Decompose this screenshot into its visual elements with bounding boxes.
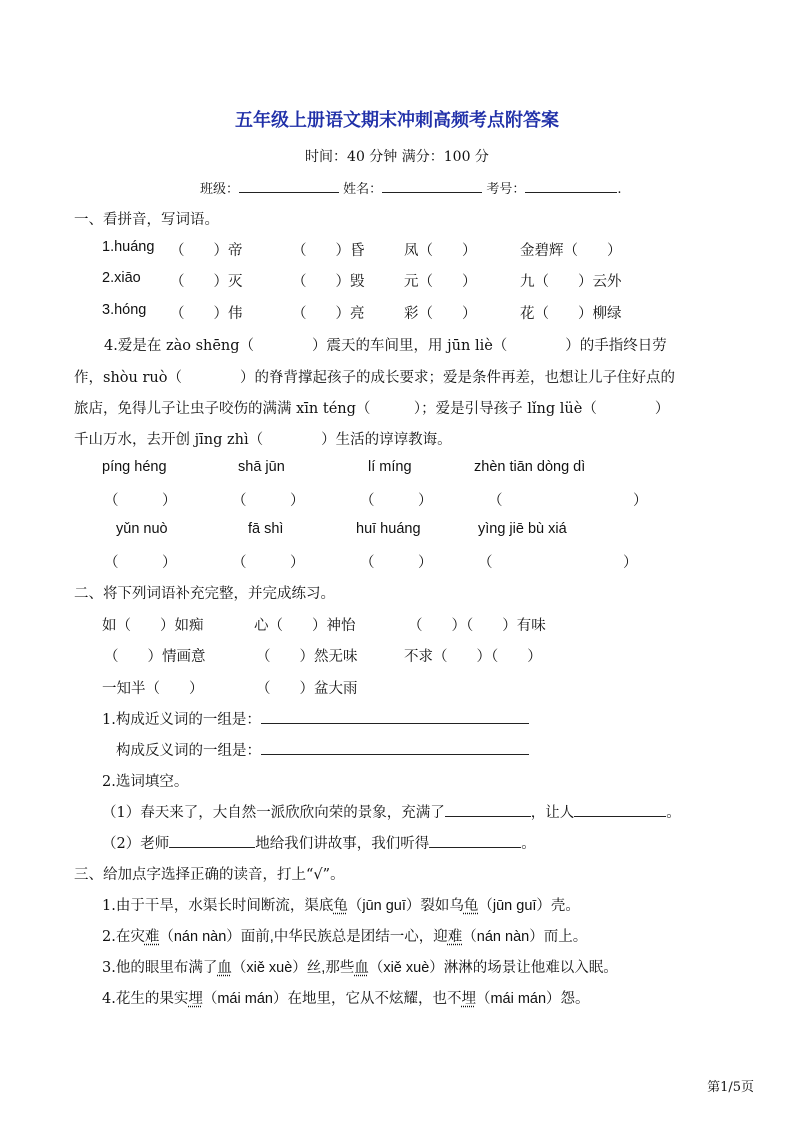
dotted-char: 埋 <box>461 991 476 1007</box>
paragraph-line: 4.爱是在 zào shēng（ ）震天的车间里，用 jūn liè（ ）的手指终日劳 <box>104 338 667 354</box>
reading-choice[interactable]: （xiě xuè）丝,那些 <box>231 960 355 976</box>
blank-item[interactable]: 花（ ）柳绿 <box>520 306 622 322</box>
blank-item[interactable]: （ ）伟 <box>170 306 243 322</box>
blank-item[interactable]: 彩（ ） <box>404 306 477 322</box>
dotted-char: 血 <box>354 960 369 976</box>
idiom-blank[interactable]: 一知半（ ） <box>102 681 204 697</box>
pinyin-label: 2.xiāo <box>102 270 141 286</box>
reading-choice[interactable]: （nán nàn）而上。 <box>462 929 588 945</box>
reading-choice[interactable]: （jūn guī）壳。 <box>478 898 580 914</box>
idiom-blank[interactable]: 不求（ ）（ ） <box>404 649 542 665</box>
reading-q1: 1.由于干旱，水渠长时间断流，渠底龟（jūn guī）裂如乌龟（jūn guī）壳。 <box>102 898 580 914</box>
reading-choice[interactable]: （mái mán）在地里，它从不炫耀，也不 <box>202 991 462 1007</box>
paragraph-line: 旅店，免得儿子让虫子咬伤的满满 xīn téng（ ）；爱是引导孩子 lǐng lüè（ ） <box>74 401 670 417</box>
pinyin-word: yìng jiē bù xiá <box>478 521 567 537</box>
idiom-blank[interactable]: 心（ ）神怡 <box>254 618 356 634</box>
idiom-blank[interactable]: （ ）盆大雨 <box>256 681 358 697</box>
answer-line[interactable] <box>445 802 531 817</box>
student-info: 班级： 姓名： 考号： . <box>200 182 622 197</box>
blank-item[interactable]: 凤（ ） <box>404 243 477 259</box>
reading-q4: 4.花生的果实埋（mái mán）在地里，它从不炫耀，也不埋（mái mán）怨。 <box>102 991 590 1007</box>
pinyin-word: huī huáng <box>356 521 421 537</box>
dotted-char: 龟 <box>463 898 479 914</box>
dotted-char: 埋 <box>188 991 203 1007</box>
paragraph-line: 作，shòu ruò（ ）的脊背撑起孩子的成长要求；爱是条件再差，也想让儿子住好点的 <box>74 370 675 386</box>
blank-item[interactable]: （ ）亮 <box>292 306 365 322</box>
section-3-heading: 三、给加点字选择正确的读音，打上“√”。 <box>74 867 345 883</box>
answer-blank[interactable]: （ ） <box>360 493 433 509</box>
section-1-heading: 一、看拼音，写词语。 <box>74 212 219 228</box>
page-title: 五年级上册语文期末冲刺高频考点附答案 <box>235 110 559 131</box>
pinyin-word: zhèn tiān dòng dì <box>474 459 586 475</box>
answer-blank[interactable]: （ ） <box>232 493 305 509</box>
q1-synonym: 1.构成近义词的一组是： <box>102 708 529 729</box>
idiom-blank[interactable]: （ ）情画意 <box>104 649 206 665</box>
blank-item[interactable]: （ ）灭 <box>170 274 243 290</box>
dotted-char: 龟 <box>333 898 348 914</box>
section-2-heading: 二、将下列词语补充完整，并完成练习。 <box>74 586 335 602</box>
answer-line[interactable] <box>574 802 666 817</box>
paragraph-line: 千山万水，去开创 jīng zhì（ ）生活的谆谆教诲。 <box>74 432 452 448</box>
q2-heading: 2.选词填空。 <box>102 774 189 790</box>
answer-blank[interactable]: （ ） <box>104 493 177 509</box>
q2-item-2: （2）老师 地给我们讲故事，我们听得 。 <box>102 832 536 853</box>
reading-choice[interactable]: （nán nàn）面前,中华民族总是团结一心，迎 <box>159 929 448 945</box>
reading-choice[interactable]: （xiě xuè）淋淋的场景让他难以入眠。 <box>368 960 618 976</box>
reading-q3: 3.他的眼里布满了血（xiě xuè）丝,那些血（xiě xuè）淋淋的场景让他难以入眠。 <box>102 960 618 976</box>
blank-item[interactable]: 九（ ）云外 <box>520 274 622 290</box>
answer-line[interactable] <box>261 709 529 724</box>
class-blank[interactable] <box>239 180 339 193</box>
idiom-blank[interactable]: （ ）然无味 <box>256 649 358 665</box>
pinyin-label: 3.hóng <box>102 302 147 318</box>
dotted-char: 难 <box>447 929 463 945</box>
blank-item[interactable]: 金碧辉（ ） <box>520 243 622 259</box>
blank-item[interactable]: 元（ ） <box>404 274 477 290</box>
name-blank[interactable] <box>382 180 482 193</box>
answer-line[interactable] <box>429 833 521 848</box>
reading-q2: 2.在灾难（nán nàn）面前,中华民族总是团结一心，迎难（nán nàn）而上。 <box>102 929 588 945</box>
pinyin-word: yǔn nuò <box>116 521 168 537</box>
answer-line[interactable] <box>169 833 255 848</box>
pinyin-label: 1.huáng <box>102 239 155 255</box>
blank-item[interactable]: （ ）毁 <box>292 274 365 290</box>
reading-choice[interactable]: （mái mán）怨。 <box>475 991 590 1007</box>
blank-item[interactable]: （ ）昏 <box>292 243 365 259</box>
pinyin-word: píng héng <box>102 459 167 475</box>
pinyin-word: shā jūn <box>238 459 285 475</box>
exam-meta: 时间：40 分钟 满分：100 分 <box>305 149 489 165</box>
exam-number-blank[interactable] <box>525 180 617 193</box>
page-number: 第1/5页 <box>707 1080 754 1095</box>
idiom-blank[interactable]: 如（ ）如痴 <box>102 618 204 634</box>
dotted-char: 血 <box>217 960 232 976</box>
idiom-blank[interactable]: （ ）（ ）有味 <box>408 618 546 634</box>
reading-choice[interactable]: （jūn guī）裂如乌 <box>347 898 464 914</box>
q1-antonym: 构成反义词的一组是： <box>116 739 529 760</box>
answer-blank[interactable]: （ ） <box>232 555 305 571</box>
answer-blank[interactable]: （ ） <box>360 555 433 571</box>
pinyin-word: fā shì <box>248 521 284 537</box>
answer-line[interactable] <box>261 740 529 755</box>
answer-blank[interactable]: （ ） <box>478 555 638 571</box>
answer-blank[interactable]: （ ） <box>488 493 648 509</box>
dotted-char: 难 <box>144 929 160 945</box>
pinyin-word: lí míng <box>368 459 412 475</box>
answer-blank[interactable]: （ ） <box>104 555 177 571</box>
blank-item[interactable]: （ ）帝 <box>170 243 243 259</box>
q2-item-1: （1）春天来了，大自然一派欣欣向荣的景象，充满了 ，让人 。 <box>102 801 681 822</box>
